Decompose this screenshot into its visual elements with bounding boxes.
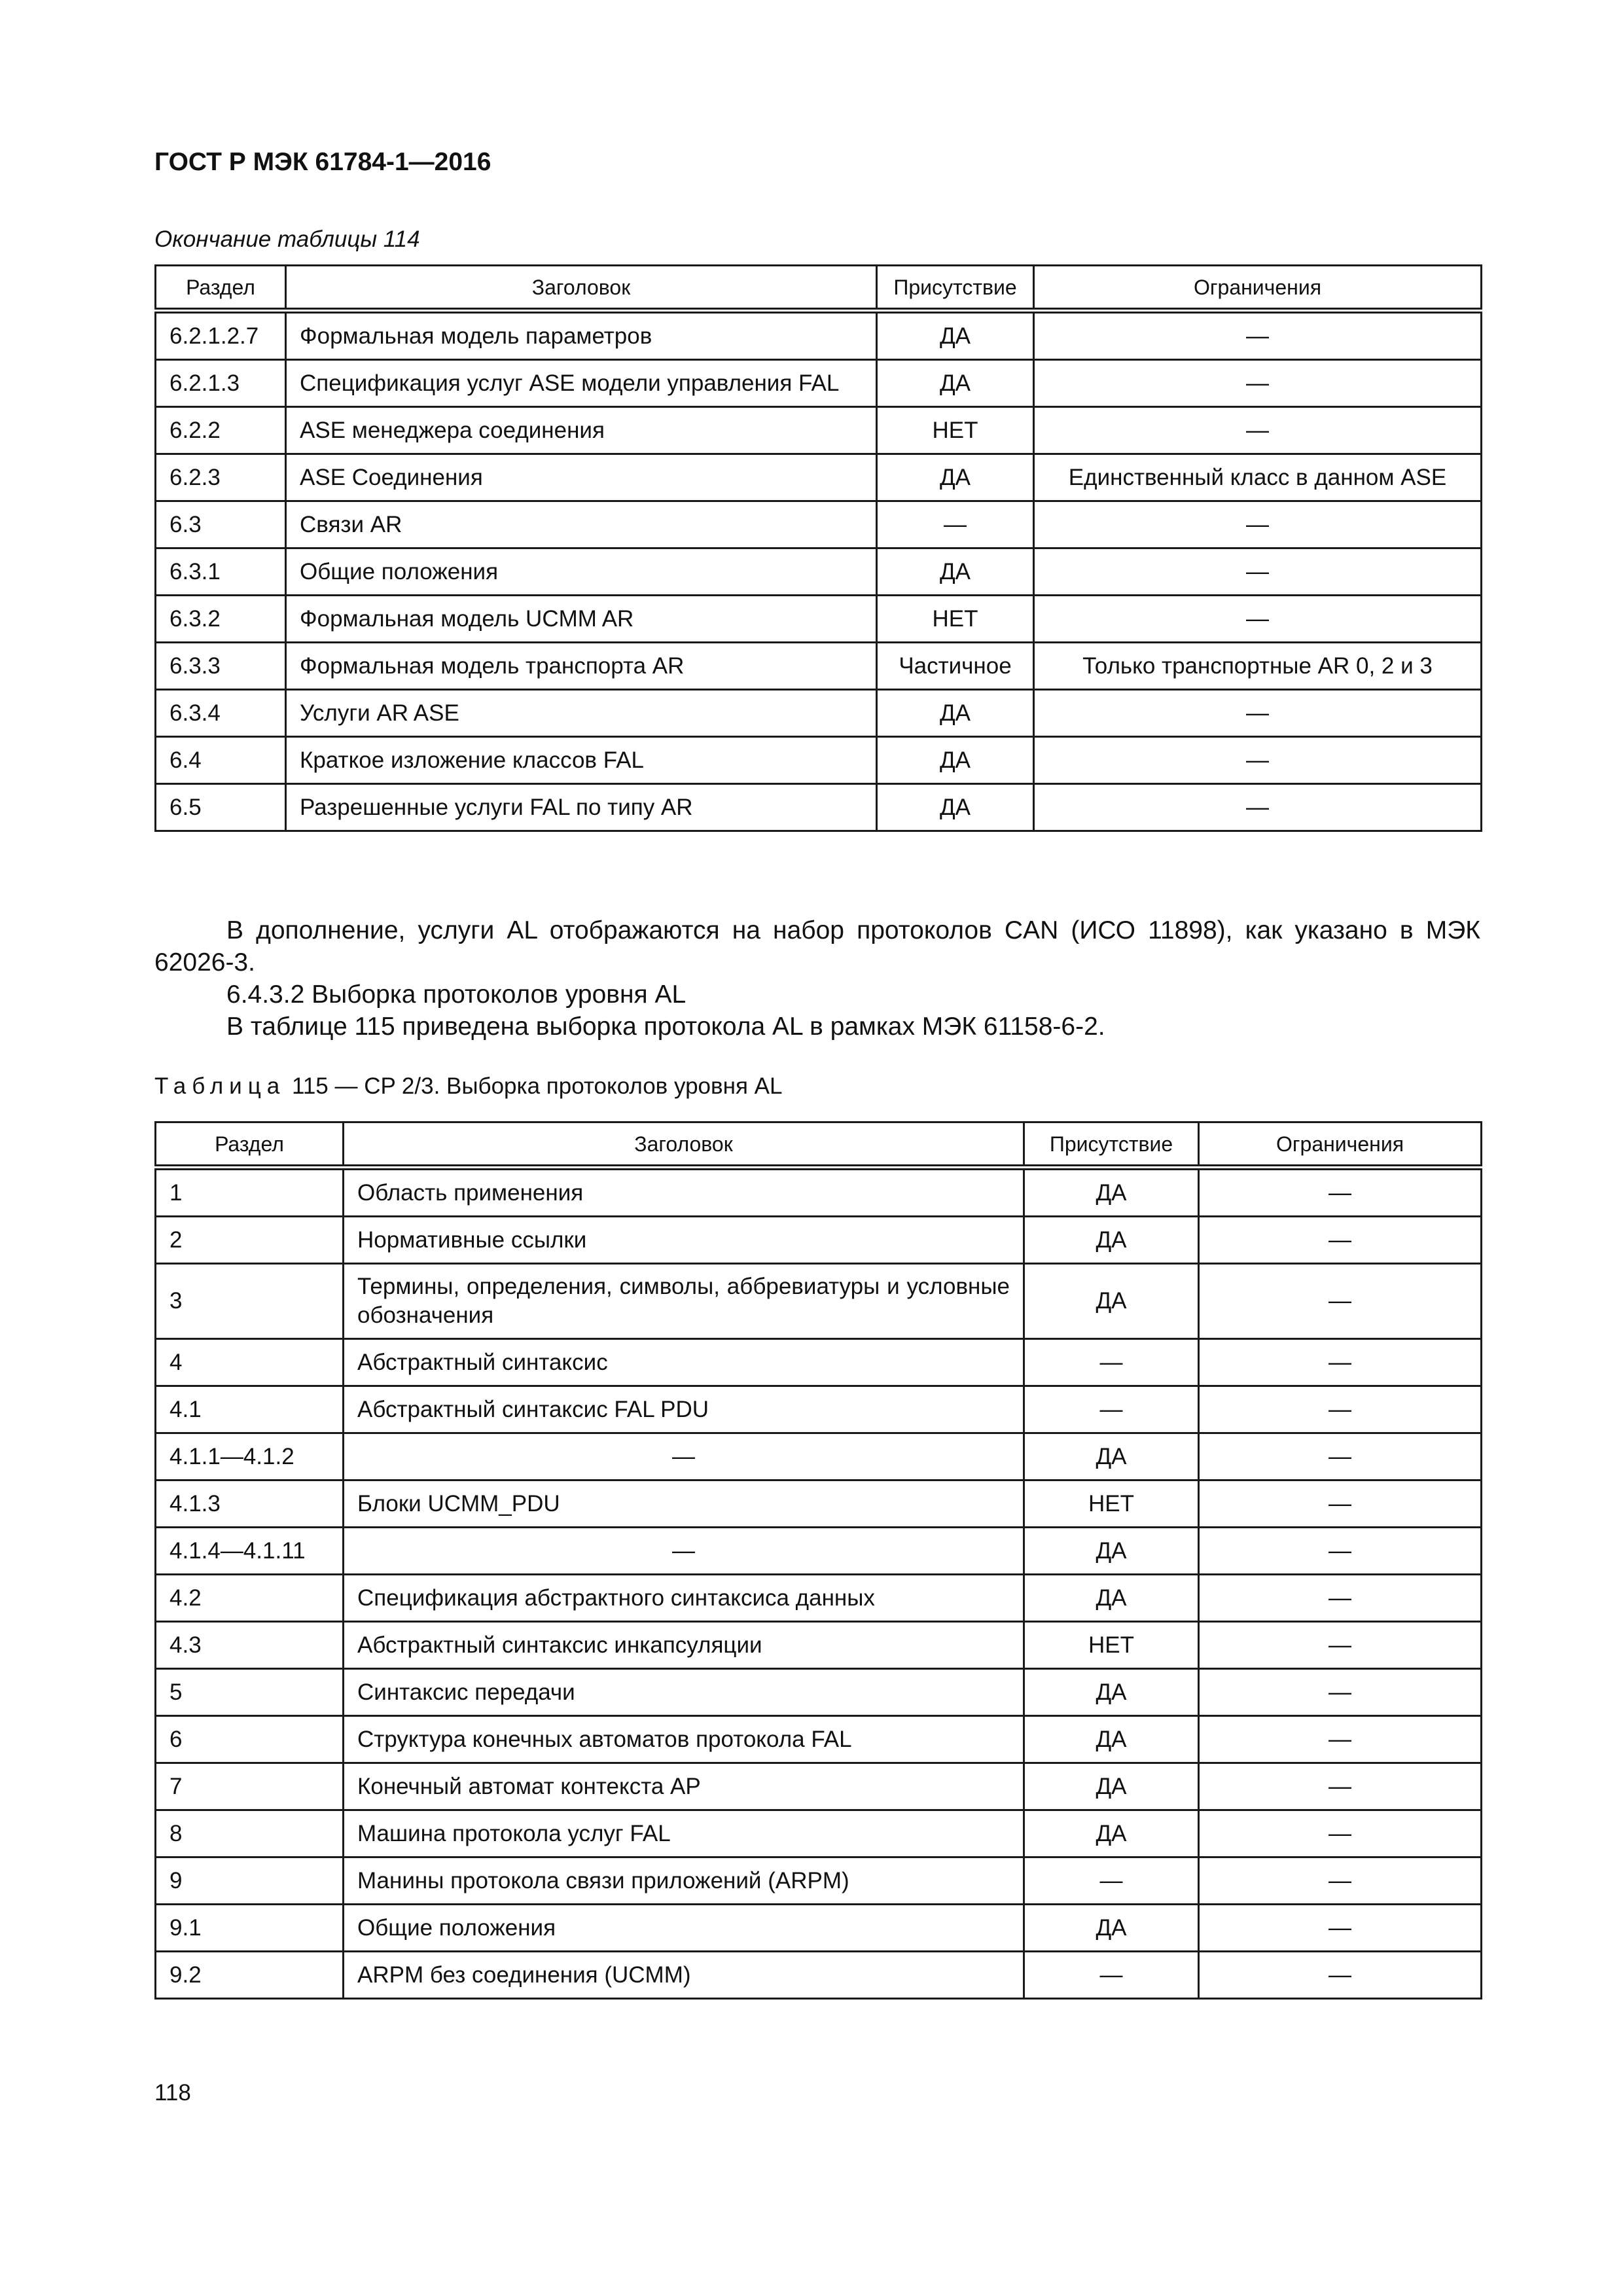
table-row bbox=[156, 1810, 1482, 1857]
title-cell: Общие положения bbox=[286, 548, 877, 596]
table-row bbox=[156, 548, 1482, 596]
title-cell: Общие положения bbox=[344, 1905, 1024, 1952]
restrictions-cell: — bbox=[1199, 1622, 1482, 1669]
presence-cell: ДА bbox=[1024, 1528, 1199, 1575]
section-cell: 7 bbox=[156, 1763, 344, 1810]
section-cell: 6.5 bbox=[156, 784, 286, 831]
restrictions-cell: — bbox=[1034, 784, 1482, 831]
section-cell: 9.2 bbox=[156, 1952, 344, 1999]
section-heading: 6.4.3.2 Выборка протоколов уровня AL bbox=[226, 980, 687, 1009]
table-row bbox=[156, 784, 1482, 831]
column-header: Ограничения bbox=[1034, 266, 1482, 311]
section-cell: 4.1.4—4.1.11 bbox=[156, 1528, 344, 1575]
section-cell: 6.3 bbox=[156, 501, 286, 548]
restrictions-cell: — bbox=[1034, 501, 1482, 548]
table-row bbox=[156, 1264, 1482, 1339]
table-row bbox=[156, 407, 1482, 454]
section-cell: 4.3 bbox=[156, 1622, 344, 1669]
presence-cell: ДА bbox=[1024, 1810, 1199, 1857]
section-cell: 9.1 bbox=[156, 1905, 344, 1952]
title-cell: — bbox=[344, 1433, 1024, 1480]
restrictions-cell: — bbox=[1199, 1386, 1482, 1433]
presence-cell: — bbox=[1024, 1339, 1199, 1386]
table-row bbox=[156, 1669, 1482, 1716]
section-cell: 6.3.4 bbox=[156, 690, 286, 737]
restrictions-cell: — bbox=[1034, 360, 1482, 407]
table-114 bbox=[154, 264, 1482, 832]
restrictions-cell: — bbox=[1199, 1857, 1482, 1905]
title-cell: Формальная модель транспорта AR bbox=[286, 643, 877, 690]
title-cell: Манины протокола связи приложений (ARPM) bbox=[344, 1857, 1024, 1905]
document-header: ГОСТ Р МЭК 61784-1—2016 bbox=[154, 148, 491, 176]
presence-cell: НЕТ bbox=[1024, 1622, 1199, 1669]
section-cell: 9 bbox=[156, 1857, 344, 1905]
restrictions-cell: — bbox=[1199, 1168, 1482, 1217]
restrictions-cell: — bbox=[1199, 1905, 1482, 1952]
restrictions-cell: Только транспортные AR 0, 2 и 3 bbox=[1034, 643, 1482, 690]
title-cell: ARPM без соединения (UCMM) bbox=[344, 1952, 1024, 1999]
restrictions-cell: — bbox=[1199, 1217, 1482, 1264]
presence-cell: ДА bbox=[877, 360, 1034, 407]
section-cell: 6.2.2 bbox=[156, 407, 286, 454]
table-row bbox=[156, 1339, 1482, 1386]
column-header: Ограничения bbox=[1199, 1122, 1482, 1168]
presence-cell: ДА bbox=[1024, 1763, 1199, 1810]
column-header: Присутствие bbox=[877, 266, 1034, 311]
page-number: 118 bbox=[154, 2080, 191, 2106]
section-cell: 4 bbox=[156, 1339, 344, 1386]
table-row bbox=[156, 596, 1482, 643]
restrictions-cell: — bbox=[1199, 1339, 1482, 1386]
presence-cell: ДА bbox=[877, 311, 1034, 360]
restrictions-cell: — bbox=[1199, 1952, 1482, 1999]
section-cell: 6.3.1 bbox=[156, 548, 286, 596]
section-cell: 6.4 bbox=[156, 737, 286, 784]
restrictions-cell: — bbox=[1034, 548, 1482, 596]
table-row bbox=[156, 501, 1482, 548]
title-cell: — bbox=[344, 1528, 1024, 1575]
presence-cell: ДА bbox=[1024, 1716, 1199, 1763]
restrictions-cell: — bbox=[1199, 1528, 1482, 1575]
restrictions-cell: Единственный класс в данном ASE bbox=[1034, 454, 1482, 501]
section-cell: 2 bbox=[156, 1217, 344, 1264]
column-header: Присутствие bbox=[1024, 1122, 1199, 1168]
title-cell: Конечный автомат контекста AP bbox=[344, 1763, 1024, 1810]
presence-cell: НЕТ bbox=[877, 407, 1034, 454]
restrictions-cell: — bbox=[1199, 1433, 1482, 1480]
table-row bbox=[156, 360, 1482, 407]
title-cell: Область применения bbox=[344, 1168, 1024, 1217]
restrictions-cell: — bbox=[1034, 596, 1482, 643]
title-cell: ASE Соединения bbox=[286, 454, 877, 501]
section-cell: 4.1 bbox=[156, 1386, 344, 1433]
table-115-caption bbox=[154, 1073, 782, 1100]
section-cell: 3 bbox=[156, 1264, 344, 1339]
section-cell: 1 bbox=[156, 1168, 344, 1217]
section-cell: 4.1.1—4.1.2 bbox=[156, 1433, 344, 1480]
section-cell: 6.2.1.3 bbox=[156, 360, 286, 407]
presence-cell: НЕТ bbox=[877, 596, 1034, 643]
restrictions-cell: — bbox=[1199, 1264, 1482, 1339]
section-cell: 5 bbox=[156, 1669, 344, 1716]
restrictions-cell: — bbox=[1199, 1480, 1482, 1528]
presence-cell: ДА bbox=[1024, 1669, 1199, 1716]
table-row bbox=[156, 454, 1482, 501]
table-114-caption: Окончание таблицы 114 bbox=[154, 226, 420, 252]
table-row bbox=[156, 1168, 1482, 1217]
presence-cell: ДА bbox=[877, 784, 1034, 831]
column-header: Раздел bbox=[156, 1122, 344, 1168]
presence-cell: ДА bbox=[1024, 1168, 1199, 1217]
table-115 bbox=[154, 1121, 1482, 2000]
presence-cell: ДА bbox=[1024, 1905, 1199, 1952]
title-cell: Спецификация услуг ASE модели управления FAL bbox=[286, 360, 877, 407]
restrictions-cell: — bbox=[1034, 407, 1482, 454]
presence-cell: — bbox=[1024, 1386, 1199, 1433]
table-row bbox=[156, 1763, 1482, 1810]
table-row bbox=[156, 1528, 1482, 1575]
presence-cell: ДА bbox=[877, 454, 1034, 501]
title-cell: Формальная модель параметров bbox=[286, 311, 877, 360]
column-header: Раздел bbox=[156, 266, 286, 311]
paragraph: В дополнение, услуги AL отображаются на набор протоколов CAN (ИСО 11898), как указано в МЭК 62026-3. bbox=[154, 916, 1480, 977]
restrictions-cell: — bbox=[1034, 737, 1482, 784]
title-cell: Блоки UCMM_PDU bbox=[344, 1480, 1024, 1528]
table-row bbox=[156, 1952, 1482, 1999]
presence-cell: ДА bbox=[877, 548, 1034, 596]
presence-cell: — bbox=[1024, 1952, 1199, 1999]
table-row bbox=[156, 1716, 1482, 1763]
title-cell: Формальная модель UCMM AR bbox=[286, 596, 877, 643]
title-cell: Абстрактный синтаксис bbox=[344, 1339, 1024, 1386]
table-row bbox=[156, 1433, 1482, 1480]
table-row bbox=[156, 737, 1482, 784]
restrictions-cell: — bbox=[1034, 311, 1482, 360]
column-header: Заголовок bbox=[344, 1122, 1024, 1168]
presence-cell: ДА bbox=[1024, 1217, 1199, 1264]
table-row bbox=[156, 311, 1482, 360]
table-row bbox=[156, 643, 1482, 690]
section-cell: 8 bbox=[156, 1810, 344, 1857]
presence-cell: ДА bbox=[1024, 1575, 1199, 1622]
title-cell: Разрешенные услуги FAL по типу AR bbox=[286, 784, 877, 831]
table-115-header bbox=[156, 1122, 1482, 1168]
presence-cell: ДА bbox=[1024, 1264, 1199, 1339]
table-row bbox=[156, 1217, 1482, 1264]
title-cell: Машина протокола услуг FAL bbox=[344, 1810, 1024, 1857]
table-row bbox=[156, 1480, 1482, 1528]
presence-cell: — bbox=[1024, 1857, 1199, 1905]
restrictions-cell: — bbox=[1199, 1575, 1482, 1622]
section-cell: 6.2.1.2.7 bbox=[156, 311, 286, 360]
presence-cell: ДА bbox=[1024, 1433, 1199, 1480]
table-row bbox=[156, 1575, 1482, 1622]
presence-cell: Частичное bbox=[877, 643, 1034, 690]
section-cell: 6.3.2 bbox=[156, 596, 286, 643]
table-115-caption-label: Таблица bbox=[154, 1073, 286, 1099]
title-cell: Синтаксис передачи bbox=[344, 1669, 1024, 1716]
table-row bbox=[156, 1857, 1482, 1905]
title-cell: Структура конечных автоматов протокола FAL bbox=[344, 1716, 1024, 1763]
table-row bbox=[156, 1622, 1482, 1669]
table-114-header bbox=[156, 266, 1482, 311]
table-row bbox=[156, 690, 1482, 737]
restrictions-cell: — bbox=[1199, 1669, 1482, 1716]
title-cell: Связи AR bbox=[286, 501, 877, 548]
title-cell: Абстрактный синтаксис FAL PDU bbox=[344, 1386, 1024, 1433]
restrictions-cell: — bbox=[1199, 1810, 1482, 1857]
presence-cell: ДА bbox=[877, 737, 1034, 784]
presence-cell: — bbox=[877, 501, 1034, 548]
title-cell: Абстрактный синтаксис инкапсуляции bbox=[344, 1622, 1024, 1669]
restrictions-cell: — bbox=[1199, 1716, 1482, 1763]
title-cell: ASE менеджера соединения bbox=[286, 407, 877, 454]
title-cell: Термины, определения, символы, аббревиатуры и условные обозначения bbox=[344, 1264, 1024, 1339]
restrictions-cell: — bbox=[1034, 690, 1482, 737]
title-cell: Нормативные ссылки bbox=[344, 1217, 1024, 1264]
title-cell: Услуги AR ASE bbox=[286, 690, 877, 737]
restrictions-cell: — bbox=[1199, 1763, 1482, 1810]
paragraph: В таблице 115 приведена выборка протокола AL в рамках МЭК 61158-6-2. bbox=[226, 1013, 1105, 1041]
body-text bbox=[154, 914, 1480, 1043]
table-row bbox=[156, 1386, 1482, 1433]
section-cell: 6.3.3 bbox=[156, 643, 286, 690]
section-cell: 6 bbox=[156, 1716, 344, 1763]
presence-cell: НЕТ bbox=[1024, 1480, 1199, 1528]
section-cell: 6.2.3 bbox=[156, 454, 286, 501]
title-cell: Краткое изложение классов FAL bbox=[286, 737, 877, 784]
column-header: Заголовок bbox=[286, 266, 877, 311]
section-cell: 4.2 bbox=[156, 1575, 344, 1622]
presence-cell: ДА bbox=[877, 690, 1034, 737]
section-cell: 4.1.3 bbox=[156, 1480, 344, 1528]
table-row bbox=[156, 1905, 1482, 1952]
title-cell: Спецификация абстрактного синтаксиса данных bbox=[344, 1575, 1024, 1622]
table-115-caption-text: 115 — CP 2/3. Выборка протоколов уровня AL bbox=[285, 1073, 783, 1099]
